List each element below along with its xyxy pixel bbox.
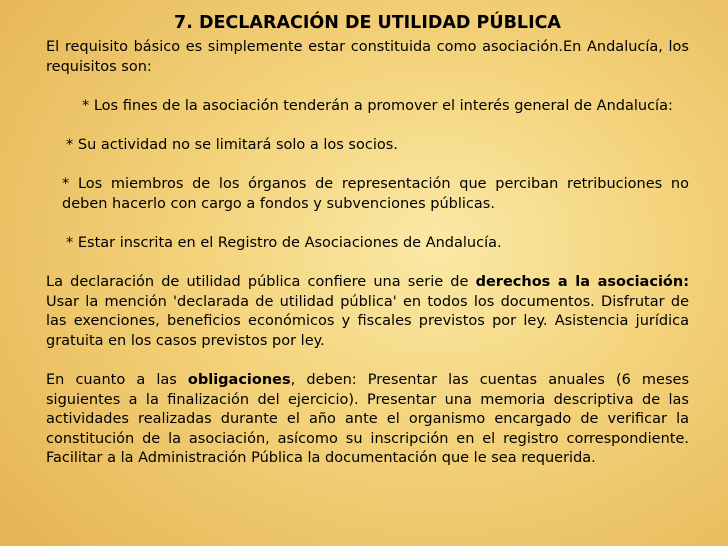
rights-text-start: La declaración de utilidad pública confiere una serie de — [46, 274, 476, 291]
spacer — [46, 77, 689, 97]
spacer — [46, 352, 689, 372]
slide-title: 7. DECLARACIÓN DE UTILIDAD PÚBLICA — [174, 13, 561, 33]
requirement-item-4: * Estar inscrita en el Registro de Asociaciones de Andalucía. — [66, 234, 502, 251]
spacer — [46, 254, 689, 274]
obligations-text-start: En cuanto a las — [46, 372, 188, 389]
rights-bold-text: derechos a la asociación: — [475, 274, 689, 291]
obligations-bold-text: obligaciones — [187, 372, 291, 389]
requirement-item-2: * Su actividad no se limitará solo a los socios. — [66, 136, 398, 153]
spacer — [46, 214, 689, 234]
requirement-item-1: * Los fines de la asociación tenderán a promover el interés general de Andalucía: — [82, 97, 673, 114]
spacer — [46, 116, 689, 136]
rights-paragraph — [46, 273, 689, 351]
intro-paragraph: El requisito básico es simplemente estar constituida como asociación.En Andalucía, los requisitos son: — [46, 39, 689, 75]
rights-text-rest: Usar la mención 'declarada de utilidad pública' en todos los documentos. Disfrutar de las exenciones, beneficios económicos y fiscales previstos por ley. Asistencia jurídica gratuita en los casos previstos por ley. — [46, 293, 689, 349]
obligations-text-rest: , deben: Presentar las cuentas anuales (6 meses siguientes a la finalización del ejercicio). Presentar una memoria descriptiva de las actividades realizadas durante el año ante el organismo encargado de verificar la constitución de la asociación, asícomo su inscripción en el registro correspondiente. Facilitar a la Administración Pública la documentación que le sea requerida. — [46, 372, 689, 467]
spacer — [46, 156, 689, 176]
requirement-item-3-text: * Los miembros de los órganos de representación que perciban retribuciones no deben hacerlo con cargo a fondos y subvenciones públicas. — [62, 176, 689, 212]
obligations-paragraph — [46, 371, 689, 469]
slide-content — [46, 12, 689, 469]
requirement-item-3 — [46, 175, 689, 214]
